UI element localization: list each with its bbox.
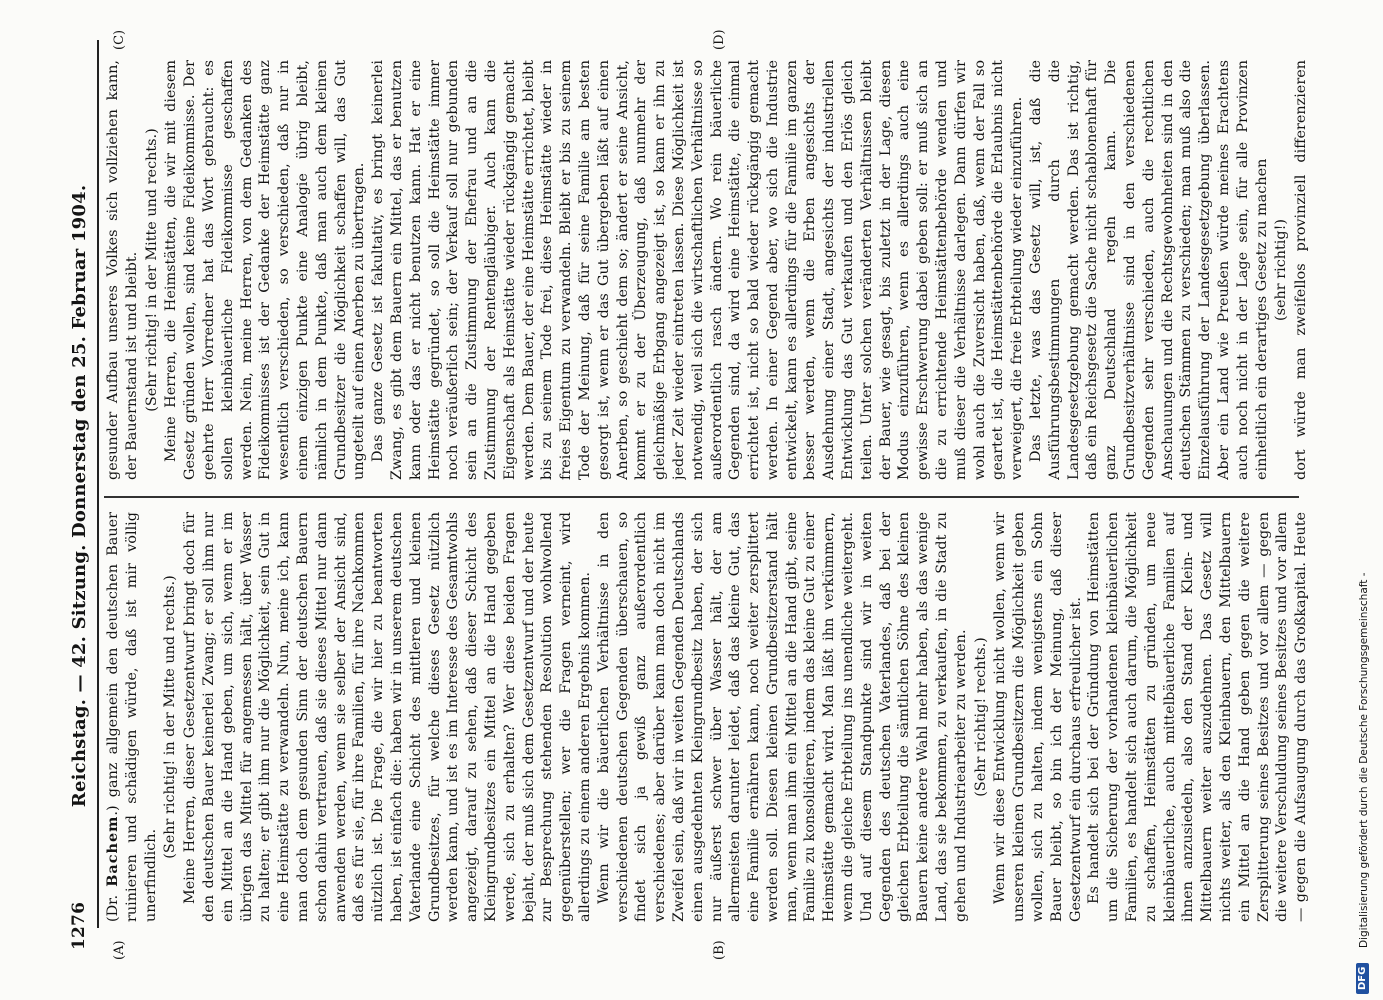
paragraph: Meine Herren, dieser Gesetzentwurf bringt doch für den deutschen Bauer keinerlei Zwang; er soll ihm nur ein Mittel an die Hand geben, um sich, wenn er im übrigen das Mittel für angemessen hält, über Wasser zu halten; er gibt ihm nur die Möglichkeit, sein Gut in eine Heimstätte zu verwandeln. Nun, meine ich, kann man doch dem gesunden Sinn der deutschen Bauern schon dahin vertrauen, daß sie dieses Mittel nur dann anwenden werden, wenn sie selber der Ansicht sind, daß es für sie, für ihre Familien, für ihre Nachkommen nützlich ist. Die Frage, die wir hier zu beantworten haben, ist einfach die: haben wir in unserem deutschen Vaterlande eine Schicht des mittleren und kleinen Grundbesitzes, für welche dieses Gesetz nützlich werden kann, und ist es im Interesse des Gesamtwohls angezeigt, darauf zu sehen, daß dieser Schicht des Kleingrundbesitzes ein Mittel an die Hand gegeben werde, sich zu erhalten? Wer diese beiden Fragen bejaht, der muß sich dem Gesetzentwurf und der heute zur Besprechung stehenden Resolution wohlwollend gegenüberstellen; wer die Fragen verneint, wird allerdings zu einem anderen Ergebnis kommen. xyxy=(182,512,593,922)
speaker-line: (Dr. Bachem.) ganz allgemein den deutschen Bauer ruinieren und schädigen würde, daß ist mir völlig unerfindlich. xyxy=(104,512,159,922)
paragraph: Das letzte, was das Gesetz will, ist, daß die Ausführungsbestimmungen durch die Landesgesetzgebung gemacht werden. Das ist richtig, daß ein Reichsgesetz die Sache nicht schablonenhaft für ganz Deutschland regeln kann. Die Grundbesitzverhältnisse sind in den verschiedenen Gegenden sehr verschieden, auch die rechtlichen Anschauungen und die Rechtsgewohnheiten sind in den deutschen Stämmen zu verschieden; man muß also die Einzelausführung der Landesgesetzgebung überlassen. Aber ein Land wie Preußen würde meines Erachtens auch noch nicht in der Lage sein, für alle Provinzen einheitlich ein derartiges Gesetz zu machen xyxy=(1028,60,1270,480)
paragraph: Es handelt sich bei der Gründung von Heimstätten um die Sicherung der vorhandenen kleinbäuerlichen Familien, es handelt sich auch darum, die Möglichkeit zu schaffen, Heimstätten zu gründen, um neue kleinbäuerliche, auch mittelbäuerliche Familien auf ihnen anzusiedeln, also den Stand der Klein- und Mittelbauern weiter auszudehnen. Das Gesetz will nichts weiter, als den Kleinbauern, den Mittelbauern ein Mittel an die Hand geben gegen die weitere Zersplitterung seines Besitzes und vor allem — gegen die weitere Verschuldung seines Besitzes und vor allem — gegen die Aufsaugung durch das Großkapital. Heute xyxy=(1086,512,1310,922)
interjection: (Sehr richtig! in der Mitte und rechts.) xyxy=(143,128,160,412)
paragraph: Das ganze Gesetz ist fakultativ, es bringt keinerlei Zwang, es gibt dem Bauern ein Mittel, das er benutzen kann oder das er nicht benutzen kann. Hat er eine Heimstätte gegründet, so soll die Heimstätte immer noch veräußerlich sein; der Verkauf soll nur gebunden sein an die Zustimmung der Ehefrau und an die Zustimmung der Rentengläubiger. Auch kann die Eigenschaft als Heimstätte wieder rückgängig gemacht werden. Dem Bauer, der eine Heimstätte errichtet, bleibt bis zu seinem Tode frei, diese Heimstätte wieder in freies Eigentum zu verwandeln. Bleibt er bis zu seinem Tode der Meinung, daß für seine Familie am besten gesorgt ist, wenn er das Gut übergeben läßt auf einen Anerben, so geschieht dem so; ändert er seine Ansicht, kommt er zu der Überzeugung, daß nunmehr der gleichmäßige Erbgang angezeigt ist, so kann er ihn zu jeder Zeit wieder eintreten lassen. Diese Möglichkeit ist notwendig, weil sich die wirtschaftlichen Verhältnisse so außerordentlich rasch ändern. Wo rein bäuerliche Gegenden sind, da wird eine Heimstätte, die einmal errichtet ist, nicht so bald wieder rückgängig gemacht werden. In einer Gegend aber, wo sich die Industrie entwickelt, kann es allerdings für die Familie im ganzen besser werden, wenn die Erben angesichts der Ausdehnung einer Stadt, angesichts der industriellen Entwicklung das Gut verkaufen und den Erlös gleich teilen. Unter solchen veränderten Verhältnissen bleibt der Bauer, wie gesagt, bis zuletzt in der Lage, diesen Modus einzuführen, wenn es allerdings auch eine gewisse Erschwerung dabei geben soll: er muß sich an die zu errichtende Heimstättenbehörde wenden und muß dieser die Verhältnisse darlegen. Dann dürfen wir wohl auch die Zuversicht haben, daß, wenn der Fall so geartet ist, die Heimstättenbehörde die Erlaubnis nicht verweigert, die freie Erbteilung wieder einzuführen. xyxy=(370,60,1026,480)
paragraph: ganz allgemein den deutschen Bauer ruinieren und schädigen würde, daß ist mir völlig unerfindlich. xyxy=(105,512,159,922)
dfg-logo: DFG xyxy=(1356,963,1369,994)
interjection: (sehr richtig!) xyxy=(1273,218,1290,322)
speaker-name: Bachem xyxy=(104,815,121,887)
margin-marker-c: (C) xyxy=(112,29,127,50)
margin-marker-b: (B) xyxy=(712,940,727,960)
paragraph: gesunder Aufbau unseres Volkes sich vollziehen kann, der Bauernstand ist und bleibt. xyxy=(105,60,140,480)
interjection: (Sehr richtig! rechts.) xyxy=(972,637,989,797)
column-divider xyxy=(104,497,1299,499)
left-column xyxy=(104,512,1313,922)
right-column xyxy=(104,60,1313,480)
page-number: 1276 xyxy=(69,901,89,950)
paragraph: Meine Herren, die Heimstätten, die wir mit diesem Gesetz gründen wollen, sind keine Fideikommisse. Der geehrte Herr Vorredner hat das Wort gebraucht: es sollen kleinbäuerliche Fideikommisse geschaffen werden. Nein, meine Herren, von dem Gedanken des Fideikommisses ist der Gedanke der Heimstätte ganz wesentlich verschieden, so verschieden, daß nur in einem einzigen Punkte eine Analogie übrig bleibt, nämlich in dem Punkte, daß man auch dem kleinen Grundbesitzer die Möglichkeit schaffen will, das Gut ungeteilt auf einen Anerben zu übertragen. xyxy=(163,60,368,480)
digitization-note: Digitalisierung gefördert durch die Deutsche Forschungsgemeinschaft - xyxy=(1358,572,1370,948)
margin-marker-a: (A) xyxy=(112,940,127,960)
header-rule xyxy=(97,40,99,928)
paragraph: dort würde man zweifellos provinziell differenzieren xyxy=(1293,60,1310,480)
interjection: (Sehr richtig! in der Mitte und rechts.) xyxy=(162,575,179,859)
page-title: Reichstag. — 42. Sitzung. Donnerstag den 25. Februar 1904. xyxy=(68,184,90,808)
paragraph: Wenn wir die bäuerlichen Verhältnisse in den verschiedenen deutschen Gegenden überschauen, so findet sich ja gewiß ganz außerordentlich verschiedenes; aber darüber kann man doch nicht im Zweifel sein, daß wir in weiten Gegenden Deutschlands einen ausgedehnten Kleingrundbesitz haben, der sich nur äußerst schwer über Wasser hält, der am allermeisten darunter leidet, daß das kleine Gut, das eine Familie ernähren kann, noch weiter zersplittert werden soll. Diesen kleinen Grundbesitzerstand hält man, wenn man ihm ein Mittel an die Hand gibt, seine Familie zu konsolidieren, indem das kleine Gut zu einer Heimstätte gemacht wird. Man läßt ihn verkümmern, wenn die gleiche Erbteilung ins unendliche weitergeht. Und auf diesem Standpunkte sind wir in weiten Gegenden des deutschen Vaterlandes, daß bei der gleichen Erbteilung die sämtlichen Söhne des kleinen Bauern keine andere Wahl mehr haben, als das wenige Land, das sie bekommen, zu verkaufen, in die Stadt zu gehen und Industriearbeiter zu werden. xyxy=(595,512,969,922)
margin-marker-d: (D) xyxy=(712,29,727,50)
paragraph: Wenn wir diese Entwicklung nicht wollen, wenn wir unseren kleinen Grundbesitzern die Möglichkeit geben wollen, sich zu halten, indem wenigstens ein Sohn Bauer bleibt, so bin ich der Meinung, daß dieser Gesetzentwurf ein durchaus erfreulicher ist. xyxy=(992,512,1084,922)
page-header xyxy=(62,50,96,950)
